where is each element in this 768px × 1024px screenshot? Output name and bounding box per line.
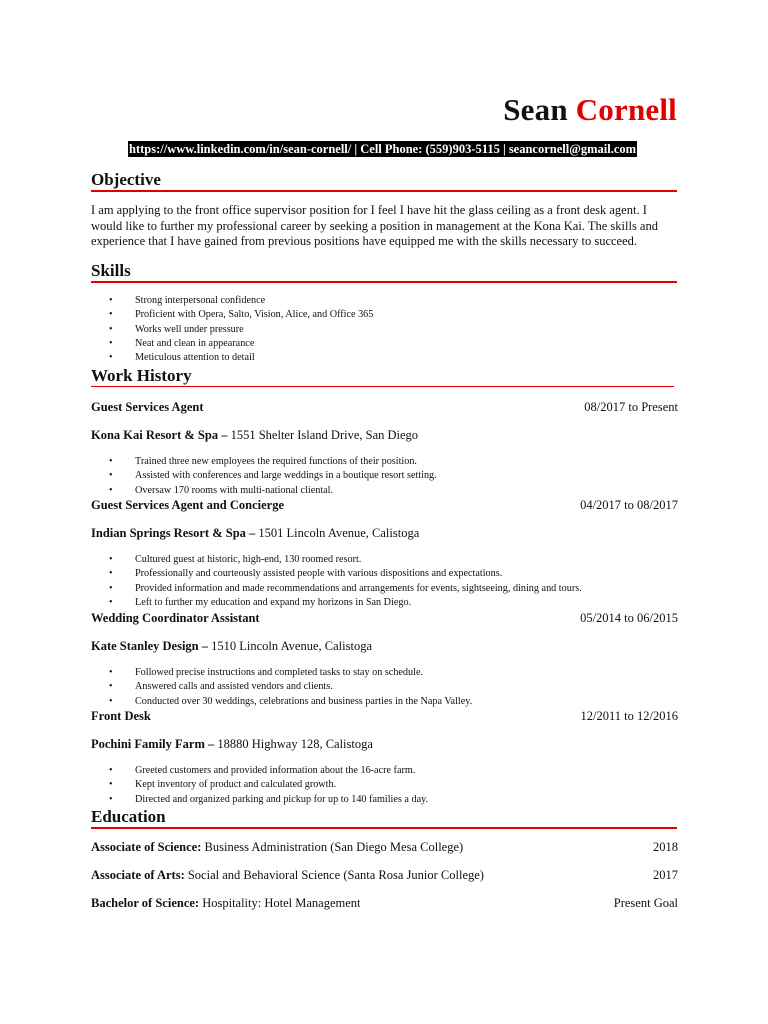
degree-year: 2018 (653, 840, 678, 854)
degree-year: 2017 (653, 868, 678, 882)
company-name: Kate Stanley Design – (91, 639, 209, 653)
list-item: • Assisted with conferences and large weddings in a boutique resort setting. (135, 469, 437, 483)
skills-heading: Skills (91, 261, 677, 283)
education-entry (91, 867, 678, 883)
education-entry (91, 895, 678, 911)
degree-field: Hospitality: Hotel Management (199, 896, 361, 910)
list-item: • Followed precise instructions and completed tasks to stay on schedule. (135, 666, 472, 680)
list-item: • Trained three new employees the required functions of their position. (135, 455, 437, 469)
job-dates: 05/2014 to 06/2015 (580, 611, 678, 625)
company-address: 1551 Shelter Island Drive, San Diego (227, 428, 419, 442)
job-dates: 08/2017 to Present (584, 400, 678, 414)
last-name: Cornell (575, 92, 677, 127)
degree: Associate of Arts: (91, 868, 185, 882)
candidate-name (503, 92, 677, 128)
company-name: Indian Springs Resort & Spa – (91, 526, 256, 540)
company-address: 18880 Highway 128, Calistoga (214, 737, 373, 751)
objective-heading: Objective (91, 170, 677, 192)
job-bullets (91, 553, 582, 610)
company-name: Pochini Family Farm – (91, 737, 215, 751)
list-item: • Greeted customers and provided information about the 16-acre farm. (135, 764, 428, 778)
degree-field: Social and Behavioral Science (Santa Rosa Junior College) (184, 868, 484, 882)
first-name: Sean (503, 92, 568, 127)
job-title-row (91, 708, 678, 724)
list-item: • Strong interpersonal confidence (135, 294, 373, 308)
job-title-row (91, 610, 678, 626)
skills-list (91, 294, 373, 365)
job-title: Front Desk (91, 709, 151, 723)
job-bullets (91, 455, 437, 498)
list-item: • Cultured guest at historic, high-end, 130 roomed resort. (135, 553, 582, 567)
list-item: • Professionally and courteously assisted people with various dispositions and expectations. (135, 567, 582, 581)
degree: Associate of Science: (91, 840, 202, 854)
job-dates: 04/2017 to 08/2017 (580, 498, 678, 512)
education-entry (91, 839, 678, 855)
degree-field: Business Administration (San Diego Mesa College) (201, 840, 464, 854)
list-item: • Oversaw 170 rooms with multi-national cliental. (135, 484, 437, 498)
company-address: 1501 Lincoln Avenue, Calistoga (255, 526, 420, 540)
company-name: Kona Kai Resort & Spa – (91, 428, 228, 442)
job-bullets (91, 666, 472, 709)
job-title-row (91, 399, 678, 415)
list-item: • Left to further my education and expand my horizons in San Diego. (135, 596, 582, 610)
job-title: Guest Services Agent (91, 400, 204, 414)
job-location (91, 638, 372, 654)
job-location (91, 427, 418, 443)
job-title: Guest Services Agent and Concierge (91, 498, 285, 512)
job-location (91, 736, 373, 752)
job-dates: 12/2011 to 12/2016 (580, 709, 678, 723)
job-title-row (91, 497, 678, 513)
list-item: • Kept inventory of product and calculated growth. (135, 778, 428, 792)
list-item: • Proficient with Opera, Salto, Vision, Alice, and Office 365 (135, 308, 373, 322)
work-history-heading: Work History (91, 366, 674, 387)
list-item: • Meticulous attention to detail (135, 351, 373, 365)
list-item: • Works well under pressure (135, 323, 373, 337)
job-title: Wedding Coordinator Assistant (91, 611, 260, 625)
degree: Bachelor of Science: (91, 896, 200, 910)
job-location (91, 525, 419, 541)
degree-year: Present Goal (613, 896, 678, 910)
list-item: • Directed and organized parking and pickup for up to 140 families a day. (135, 793, 428, 807)
list-item: • Conducted over 30 weddings, celebrations and business parties in the Napa Valley. (135, 695, 472, 709)
company-address: 1510 Lincoln Avenue, Calistoga (208, 639, 372, 653)
list-item: • Answered calls and assisted vendors and clients. (135, 680, 472, 694)
list-item: • Neat and clean in appearance (135, 337, 373, 351)
contact-line[interactable]: https://www.linkedin.com/in/sean-cornell/ | Cell Phone: (559)903-5115 | seancornell@gmail.com (129, 142, 637, 156)
objective-text: I am applying to the front office supervisor position for I feel I have hit the glass ceiling as a front desk agent. I would like to further my professional career by seeking a position in management at the Kona Kai. The skills and experience that I have gained from previous positions have equipped me with the skills necessary to succeed. (91, 203, 658, 248)
education-heading: Education (91, 807, 677, 829)
list-item: • Provided information and made recommendations and arrangements for events, sightseeing, dining and tours. (135, 582, 582, 596)
job-bullets (91, 764, 428, 807)
